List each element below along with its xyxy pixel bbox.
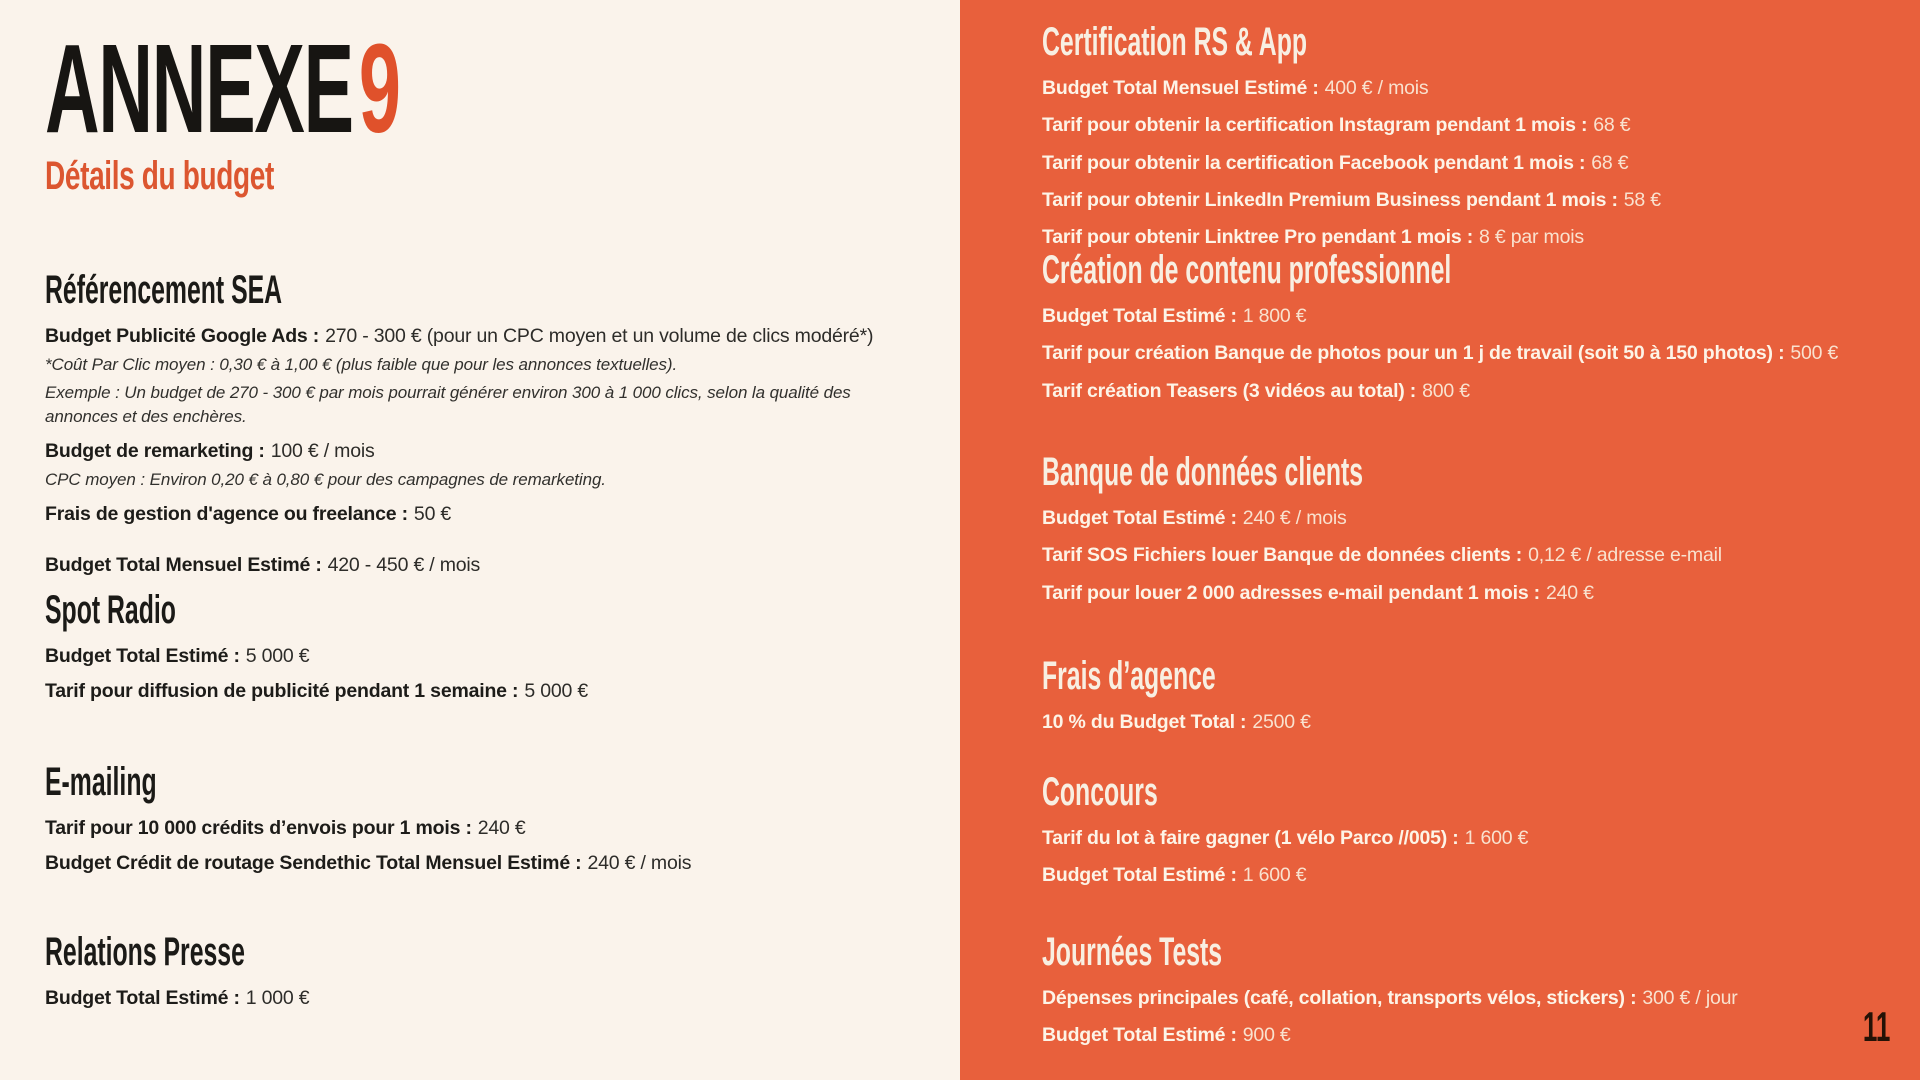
budget-line-label: Budget de remarketing : <box>45 439 265 462</box>
section-journees-tests <box>1042 930 1910 1049</box>
budget-line-value: 68 € <box>1593 114 1631 137</box>
budget-line-label: Tarif pour obtenir la certification Instagram pendant 1 mois : <box>1042 114 1588 137</box>
budget-line-label: Budget Total Estimé : <box>1042 507 1237 529</box>
section-title-text: Référencement SEA <box>45 268 283 312</box>
budget-line-value: 420 - 450 € / mois <box>327 554 481 577</box>
budget-line <box>1042 710 1910 735</box>
budget-line <box>1042 1023 1910 1048</box>
page-title-text: ANNEXE <box>45 18 353 159</box>
section-title <box>1042 450 1910 494</box>
section-creation-de-contenu-professionnel <box>1042 248 1910 404</box>
budget-line-label: Budget Total Estimé : <box>45 987 240 1009</box>
section-title-text: Création de contenu professionnel <box>1042 248 1452 292</box>
budget-line <box>1042 304 1910 329</box>
section-title <box>1042 248 1910 292</box>
section-banque-de-donnees-clients <box>1042 450 1910 606</box>
budget-line-label: Tarif pour obtenir LinkedIn Premium Business pendant 1 mois : <box>1042 189 1618 212</box>
section-title-text: Spot Radio <box>45 588 176 632</box>
budget-line-value: 900 € <box>1242 1024 1291 1047</box>
budget-line-label: Tarif pour 10 000 crédits d’envois pour 1 mois : <box>45 817 472 839</box>
budget-line-label: Dépenses principales (café, collation, transports vélos, stickers) : <box>1042 987 1637 1009</box>
budget-line-value: 240 € <box>1545 581 1594 604</box>
budget-line-label: Budget Total Estimé : <box>1042 305 1237 327</box>
budget-line <box>1042 506 1910 531</box>
budget-line-label: Budget Total Mensuel Estimé : <box>1042 77 1319 99</box>
budget-line <box>1042 225 1910 250</box>
budget-line <box>1042 151 1910 176</box>
budget-line-value: 0,12 € / adresse e-mail <box>1528 544 1722 567</box>
budget-line-value: 240 € <box>477 817 526 839</box>
budget-line-value: 400 € / mois <box>1324 77 1429 99</box>
section-title-text: Journées Tests <box>1042 930 1223 974</box>
budget-line-value: 240 € / mois <box>587 852 692 875</box>
budget-line <box>1042 581 1910 606</box>
budget-line-value: 270 - 300 € (pour un CPC moyen et un volume de clics modéré*) <box>325 325 874 347</box>
budget-line-value: 1 000 € <box>245 987 310 1009</box>
budget-line-value: 1 600 € <box>1242 864 1307 887</box>
budget-line-label: Budget Total Estimé : <box>45 645 240 667</box>
budget-note: Exemple : Un budget de 270 - 300 € par mois pourrait générer environ 300 à 1 000 clics, selon la qualité des annonces et des enchères. <box>45 383 851 426</box>
budget-line-value: 1 600 € <box>1464 827 1529 849</box>
budget-line-label: Budget Total Estimé : <box>1042 1024 1237 1047</box>
section-title-text: E-mailing <box>45 760 157 804</box>
budget-line-label: 10 % du Budget Total : <box>1042 711 1247 733</box>
budget-line-label: Tarif pour création Banque de photos pour un 1 j de travail (soit 50 à 150 photos) : <box>1042 342 1785 365</box>
budget-line-label: Tarif pour diffusion de publicité pendant 1 semaine : <box>45 680 519 703</box>
budget-line-label: Tarif pour louer 2 000 adresses e-mail pendant 1 mois : <box>1042 581 1540 604</box>
page-number: 11 <box>1862 1003 1890 1050</box>
budget-line-label: Budget Crédit de routage Sendethic Total Mensuel Estimé : <box>45 852 582 875</box>
budget-line-value: 1 800 € <box>1242 305 1307 327</box>
budget-note: CPC moyen : Environ 0,20 € à 0,80 € pour des campagnes de remarketing. <box>45 470 606 490</box>
budget-line-label: Tarif SOS Fichiers louer Banque de données clients : <box>1042 544 1523 567</box>
section-title-text: Banque de données clients <box>1042 450 1364 494</box>
section-title <box>1042 20 1910 64</box>
budget-line-label: Budget Publicité Google Ads : <box>45 325 320 347</box>
budget-line-value: 5 000 € <box>245 645 310 667</box>
budget-line-value: 500 € <box>1790 342 1839 365</box>
budget-line-value: 5 000 € <box>524 680 589 703</box>
section-title-text: Relations Presse <box>45 930 245 974</box>
budget-line-label: Frais de gestion d'agence ou freelance : <box>45 502 408 525</box>
budget-line-value: 300 € / jour <box>1642 987 1738 1009</box>
budget-line <box>1042 341 1910 366</box>
budget-line-value: 2500 € <box>1252 711 1311 733</box>
budget-line-value: 100 € / mois <box>270 439 375 462</box>
budget-line-label: Tarif pour obtenir la certification Facebook pendant 1 mois : <box>1042 151 1586 174</box>
budget-line-value: 50 € <box>413 502 452 525</box>
section-title <box>1042 930 1910 974</box>
budget-line <box>1042 543 1910 568</box>
page-title-number: 9 <box>358 18 400 159</box>
budget-line <box>1042 76 1910 101</box>
budget-line-label: Budget Total Mensuel Estimé : <box>45 554 322 577</box>
budget-line <box>1042 986 1910 1011</box>
page-subtitle: Détails du budget <box>45 154 274 198</box>
budget-line-value: 240 € / mois <box>1242 507 1347 529</box>
section-certification-rs-app <box>1042 20 1910 251</box>
section-title-text: Frais d’agence <box>1042 654 1216 698</box>
budget-line-label: Budget Total Estimé : <box>1042 864 1237 887</box>
budget-line <box>1042 113 1910 138</box>
budget-line <box>1042 188 1910 213</box>
budget-note: *Coût Par Clic moyen : 0,30 € à 1,00 € (plus faible que pour les annonces textuelles). <box>45 355 678 375</box>
section-title <box>1042 770 1910 814</box>
budget-line <box>1042 379 1910 404</box>
section-frais-d-agence <box>1042 654 1910 735</box>
budget-line-label: Tarif du lot à faire gagner (1 vélo Parco //005) : <box>1042 827 1459 849</box>
budget-line-value: 68 € <box>1591 151 1629 174</box>
section-title-text: Concours <box>1042 770 1158 814</box>
budget-line <box>1042 826 1910 851</box>
budget-line-label: Tarif pour obtenir Linktree Pro pendant 1 mois : <box>1042 226 1473 249</box>
section-title-text: Certification RS & App <box>1042 20 1308 64</box>
budget-line <box>1042 863 1910 888</box>
section-concours <box>1042 770 1910 889</box>
budget-line-value: 58 € <box>1623 189 1661 212</box>
budget-line-label: Tarif création Teasers (3 vidéos au total) : <box>1042 379 1417 402</box>
budget-line-value: 8 € par mois <box>1479 226 1584 249</box>
section-title <box>1042 654 1910 698</box>
budget-line-value: 800 € <box>1422 379 1470 402</box>
